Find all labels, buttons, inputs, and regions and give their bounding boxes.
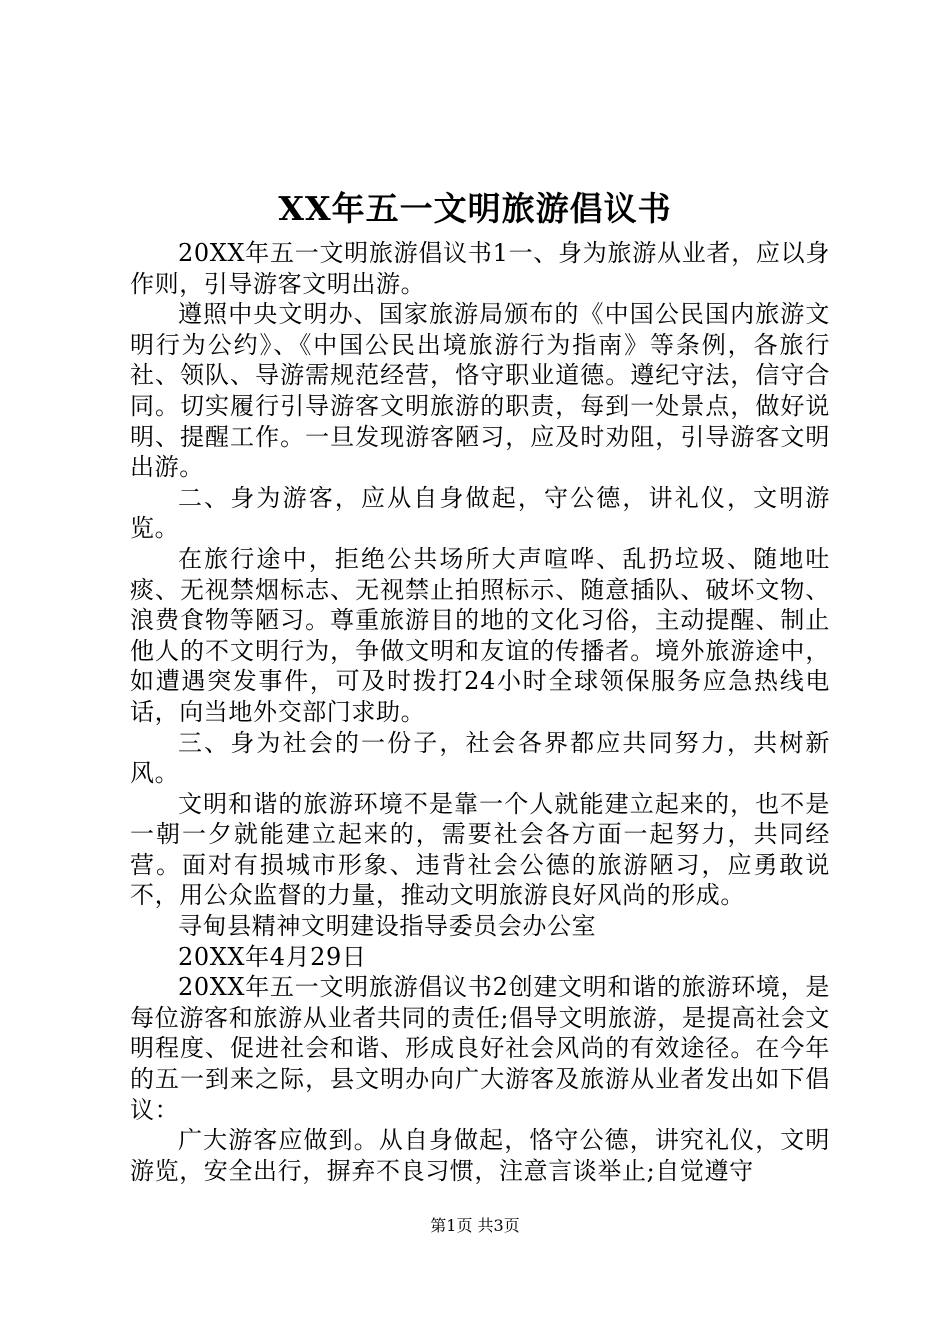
paragraph: 遵照中央文明办、国家旅游局颁布的《中国公民国内旅游文明行为公约》、《中国公民出境旅游行为指南》等条例，各旅行社、领队、导游需规范经营，恪守职业道德。遵纪守法，信守合同。切实履行引导游客文明旅游的职责，每到一处景点，做好说明、提醒工作。一旦发现游客陋习，应及时劝阻，引导游客文明出游。 [130, 300, 830, 482]
page-number: 第1页 共3页 [430, 1216, 520, 1235]
document-title: XX年五一文明旅游倡议书 [278, 189, 672, 228]
document-body [130, 238, 830, 1186]
paragraph: 广大游客应做到。从自身做起，恪守公德，讲究礼仪，文明游览，安全出行，摒弃不良习惯，注意言谈举止;自觉遵守 [130, 1126, 830, 1185]
signature-date: 20XX年4月29日 [178, 942, 367, 971]
signature-organization: 寻甸县精神文明建设指导委员会办公室 [178, 912, 597, 941]
paragraph: 二、身为游客，应从自身做起，守公德，讲礼仪，文明游览。 [130, 483, 830, 543]
paragraph: 20XX年五一文明旅游倡议书2创建文明和谐的旅游环境，是每位游客和旅游从业者共同的责任;倡导文明旅游，是提高社会文明程度、促进社会和谐、形成良好社会风尚的有效途径。在今年的五一到来之际，县文明办向广大游客及旅游从业者发出如下倡议： [130, 973, 830, 1124]
paragraph: 在旅行途中，拒绝公共场所大声喧哗、乱扔垃圾、随地吐痰、无视禁烟标志、无视禁止拍照标示、随意插队、破坏文物、浪费食物等陋习。尊重旅游目的地的文化习俗，主动提醒、制止他人的不文明行为，争做文明和友谊的传播者。境外旅游途中，如遭遇突发事件，可及时拨打24小时全球领保服务应急热线电话，向当地外交部门求助。 [130, 544, 830, 726]
paragraph: 文明和谐的旅游环境不是靠一个人就能建立起来的，也不是一朝一夕就能建立起来的，需要社会各方面一起努力，共同经营。面对有损城市形象、违背社会公德的旅游陋习，应勇敢说不，用公众监督的力量，推动文明旅游良好风尚的形成。 [130, 789, 830, 910]
paragraph: 三、身为社会的一份子，社会各界都应共同努力，共树新风。 [130, 728, 830, 788]
paragraph: 20XX年五一文明旅游倡议书1一、身为旅游从业者，应以身作则，引导游客文明出游。 [130, 239, 830, 298]
